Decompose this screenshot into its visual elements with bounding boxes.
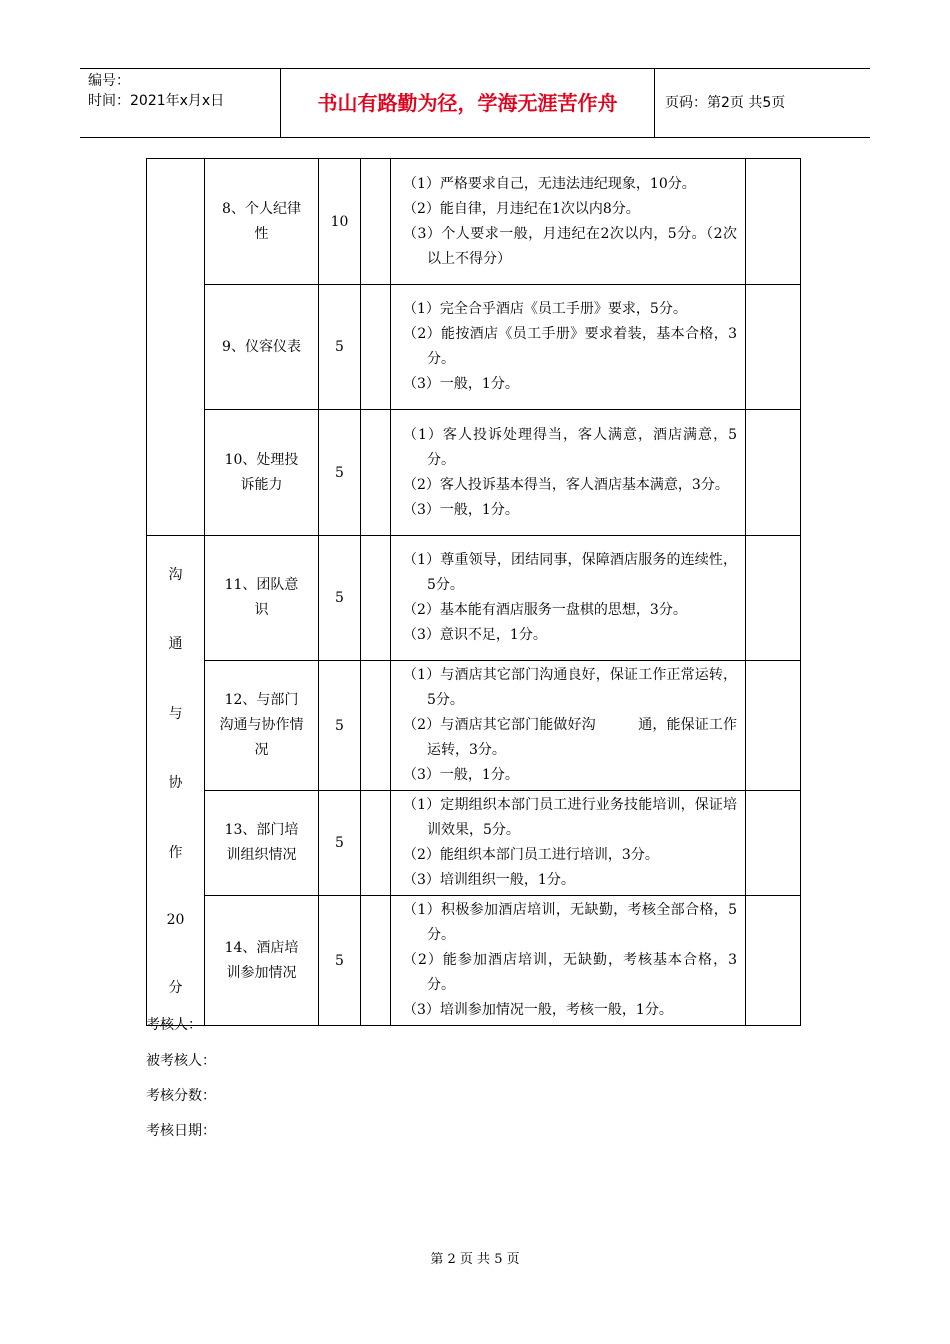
criteria-line: （1）完全合乎酒店《员工手册》要求，5分。 <box>403 301 687 317</box>
score-entry-cell[interactable] <box>746 285 801 410</box>
criteria-line: （3）培训参加情况一般，考核一般，1分。 <box>403 1002 673 1018</box>
category-char: 沟 <box>168 566 183 583</box>
blank-cell <box>361 791 391 896</box>
category-cell-empty <box>147 159 205 536</box>
item-name: 11、团队意识 <box>205 536 319 661</box>
score-entry-cell[interactable] <box>746 791 801 896</box>
criteria-cell <box>391 896 746 1026</box>
criteria-line: （2）能参加酒店培训，无缺勤，考核基本合格，3分。 <box>403 952 737 993</box>
item-name: 9、仪容仪表 <box>205 285 319 410</box>
blank-cell <box>361 410 391 536</box>
category-cell <box>147 536 205 1026</box>
assessment-table <box>146 158 801 1026</box>
score-entry-cell[interactable] <box>746 410 801 536</box>
date-label: 考核日期： <box>146 1123 216 1139</box>
assessee-label: 被考核人： <box>146 1053 216 1069</box>
table-row <box>147 285 801 410</box>
item-name: 13、部门培训组织情况 <box>205 791 319 896</box>
criteria-line: （2）能组织本部门员工进行培训，3分。 <box>403 847 659 863</box>
page-header <box>80 68 870 138</box>
item-score: 5 <box>319 661 361 791</box>
category-char: 分 <box>168 980 183 997</box>
criteria-line: （1）严格要求自己，无违法违纪现象，10分。 <box>403 175 696 192</box>
item-name: 8、个人纪律性 <box>205 159 319 285</box>
item-score: 5 <box>319 410 361 536</box>
criteria-line: （2）能按酒店《员工手册》要求着装，基本合格，3分。 <box>403 326 737 367</box>
criteria-line: （3）一般，1分。 <box>403 767 519 783</box>
criteria-line: （2）与酒店其它部门能做好沟 通，能保证工作运转，3分。 <box>403 717 737 758</box>
blank-cell <box>361 159 391 285</box>
score-entry-cell[interactable] <box>746 661 801 791</box>
criteria-line: （3）一般，1分。 <box>403 501 519 518</box>
criteria-line: （1）客人投诉处理得当，客人满意，酒店满意，5分。 <box>403 426 737 468</box>
header-motto: 书山有路勤为径，学海无涯苦作舟 <box>281 69 655 137</box>
table-row <box>147 159 801 285</box>
page-footer: 第 2 页 共 5 页 <box>430 1252 520 1267</box>
criteria-line: （3）意识不足，1分。 <box>403 627 547 643</box>
criteria-line: （3）个人要求一般，月违纪在2次以内，5分。（2次以上不得分） <box>403 225 737 267</box>
criteria-line: （1）与酒店其它部门沟通良好，保证工作正常运转，5分。 <box>403 667 737 708</box>
item-score: 5 <box>319 896 361 1026</box>
criteria-line: （1）定期组织本部门员工进行业务技能培训，保证培训效果，5分。 <box>403 797 737 838</box>
table-row <box>147 410 801 536</box>
criteria-cell <box>391 791 746 896</box>
category-char: 20 <box>166 911 185 928</box>
blank-cell <box>361 536 391 661</box>
category-char: 与 <box>168 705 183 722</box>
criteria-line: （3）培训组织一般，1分。 <box>403 872 575 888</box>
score-entry-cell[interactable] <box>746 896 801 1026</box>
item-score: 10 <box>319 159 361 285</box>
criteria-cell <box>391 285 746 410</box>
criteria-cell <box>391 159 746 285</box>
score-entry-cell[interactable] <box>746 159 801 285</box>
score-entry-cell[interactable] <box>746 536 801 661</box>
table-row <box>147 791 801 896</box>
blank-cell <box>361 661 391 791</box>
blank-cell <box>361 285 391 410</box>
blank-cell <box>361 896 391 1026</box>
table-row <box>147 536 801 661</box>
time-label: 时间：2021年x月x日 <box>88 93 225 109</box>
score-label: 考核分数： <box>146 1088 216 1104</box>
criteria-cell <box>391 536 746 661</box>
criteria-cell <box>391 661 746 791</box>
item-score: 5 <box>319 536 361 661</box>
item-name: 12、与部门沟通与协作情况 <box>205 661 319 791</box>
number-label: 编号： <box>88 73 130 89</box>
item-name: 10、处理投诉能力 <box>205 410 319 536</box>
header-meta <box>80 69 281 137</box>
criteria-line: （3）一般，1分。 <box>403 376 519 392</box>
category-char: 通 <box>168 636 183 653</box>
item-name: 14、酒店培训参加情况 <box>205 896 319 1026</box>
criteria-line: （2）基本能有酒店服务一盘棋的思想，3分。 <box>403 602 687 618</box>
assessor-label: 考核人： <box>146 1017 202 1033</box>
criteria-cell <box>391 410 746 536</box>
item-score: 5 <box>319 791 361 896</box>
criteria-line: （1）尊重领导，团结同事，保障酒店服务的连续性，5分。 <box>403 552 737 593</box>
item-score: 5 <box>319 285 361 410</box>
table-row <box>147 896 801 1026</box>
category-char: 协 <box>168 775 183 792</box>
table-row <box>147 661 801 791</box>
criteria-line: （1）积极参加酒店培训，无缺勤，考核全部合格，5分。 <box>403 902 737 943</box>
criteria-line: （2）能自律，月违纪在1次以内8分。 <box>403 200 640 217</box>
header-page-info: 页码：第2页 共5页 <box>665 95 786 111</box>
category-char: 作 <box>168 845 183 862</box>
criteria-line: （2）客人投诉基本得当，客人酒店基本满意，3分。 <box>403 476 729 493</box>
